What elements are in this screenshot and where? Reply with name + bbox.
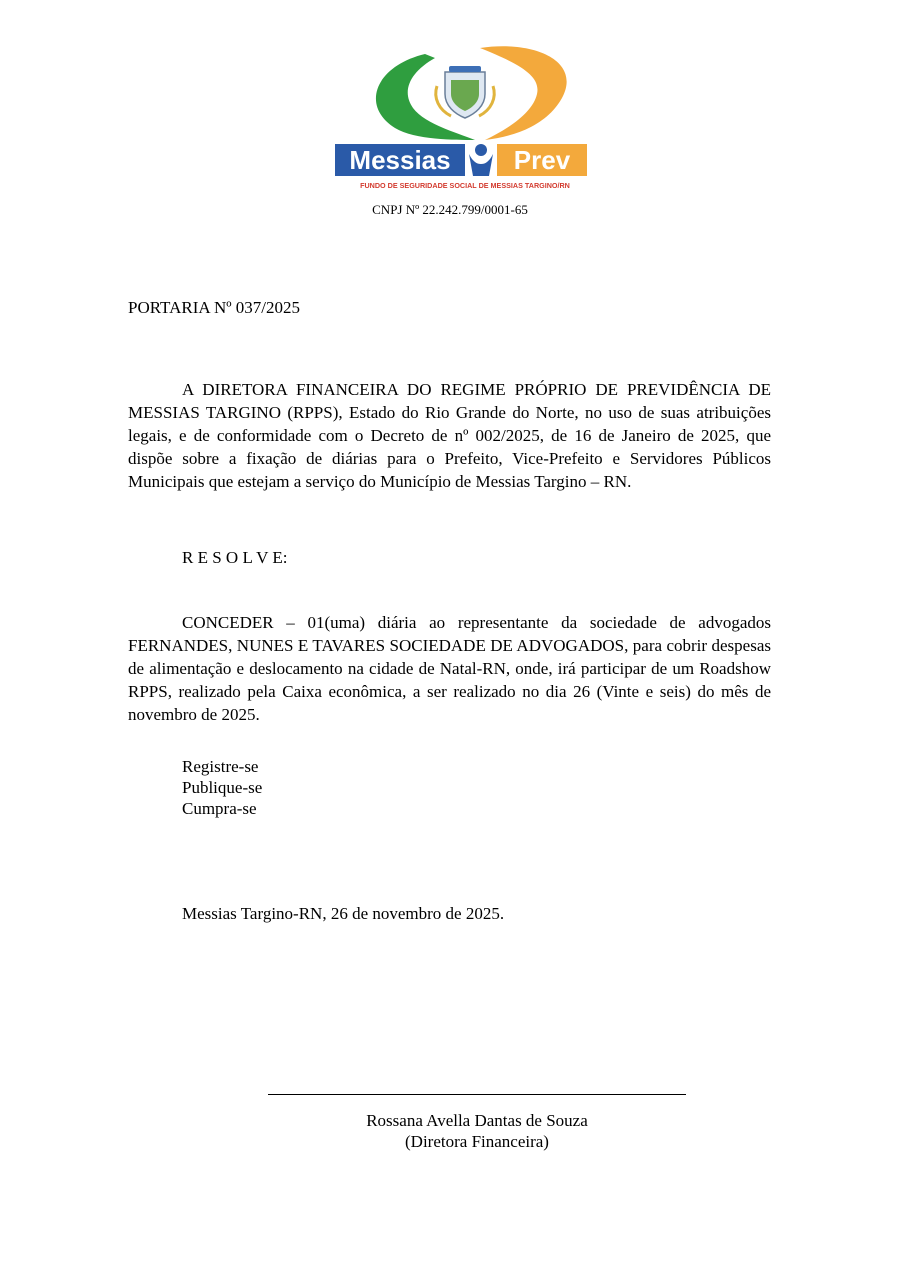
messiasprev-logo <box>305 36 625 196</box>
coat-of-arms-icon <box>436 66 494 118</box>
signatory-role: (Diretora Financeira) <box>405 1132 549 1151</box>
signature-line <box>268 1094 686 1095</box>
closing-block <box>182 756 262 819</box>
logo-person-icon <box>469 144 493 176</box>
signatory-name: Rossana Avella Dantas de Souza <box>366 1111 588 1130</box>
resolve-heading: R E S O L V E: <box>182 548 288 567</box>
conceder-paragraph: CONCEDER – 01(uma) diária ao representante da sociedade de advogados FERNANDES, NUNES E TAVARES SOCIEDADE DE ADVOGADOS, para cobrir despesas de alimentação e deslocamento na cidade de Natal-RN, onde, irá participar de um Roadshow RPPS, realizado pela Caixa econômica, a ser realizado no dia 26 (Vinte e seis) do mês de novembro de 2025. <box>128 613 771 724</box>
logo-text-right: Prev <box>513 145 571 175</box>
logo-text-left: Messias <box>349 145 451 175</box>
cnpj-number: CNPJ Nº 22.242.799/0001-65 <box>372 202 528 217</box>
place-date: Messias Targino-RN, 26 de novembro de 2025. <box>182 904 505 923</box>
signature-block <box>268 1110 686 1152</box>
document-title: PORTARIA Nº 037/2025 <box>128 298 300 317</box>
logo-tagline: FUNDO DE SEGURIDADE SOCIAL DE MESSIAS TARGINO/RN <box>360 181 570 190</box>
intro-paragraph: A DIRETORA FINANCEIRA DO REGIME PRÓPRIO DE PREVIDÊNCIA DE MESSIAS TARGINO (RPPS), Estado do Rio Grande do Norte, no uso de suas atribuições legais, e de conformidade com o Decreto de nº 002/2025, de 16 de Janeiro de 2025, que dispõe sobre a fixação de diárias para o Prefeito, Vice-Prefeito e Servidores Públicos Municipais que estejam a serviço do Município de Messias Targino – RN. <box>128 380 771 491</box>
closing-line-cumpra: Cumpra-se <box>182 799 257 818</box>
closing-line-publique: Publique-se <box>182 778 263 797</box>
closing-line-registre: Registre-se <box>182 757 259 776</box>
